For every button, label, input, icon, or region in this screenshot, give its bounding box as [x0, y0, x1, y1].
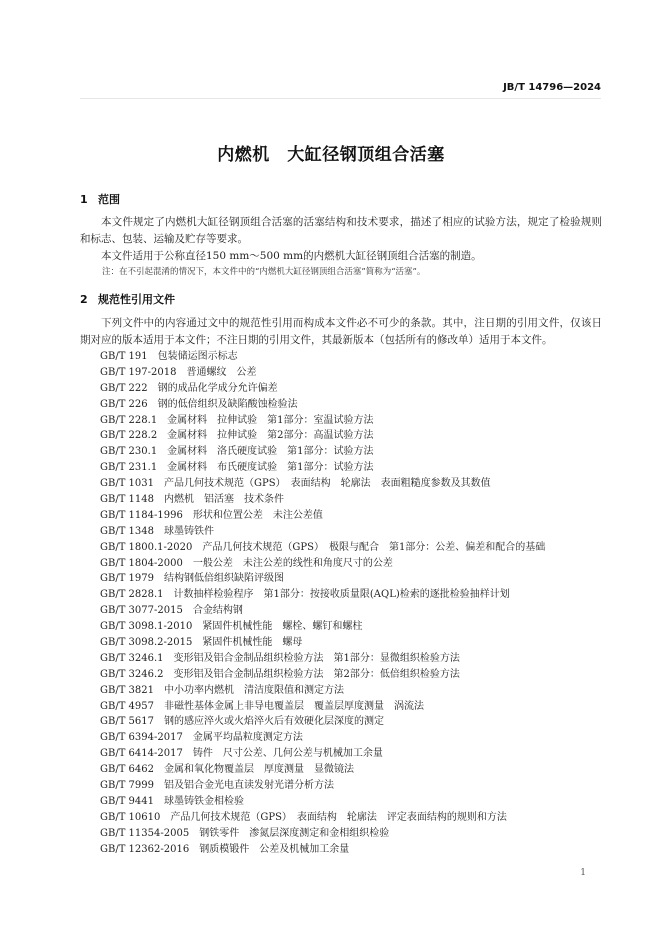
reference-item: GB/T 3246.1 变形铝及铝合金制品组织检验方法 第1部分：显微组织检验方法 [100, 652, 460, 664]
references-intro: 下列文件中的内容通过文中的规范性引用而构成本文件必不可少的条款。其中，注日期的引用文件，仅该日期对应的版本适用于本文件；不注日期的引用文件，其最新版本（包括所有的修改单）适用于本文件。 [80, 317, 602, 346]
section-1-heading [80, 191, 120, 207]
reference-item: GB/T 1184-1996 形状和位置公差 未注公差值 [100, 509, 323, 521]
section-1-number: 1 [80, 193, 88, 206]
reference-item: GB/T 3821 中小功率内燃机 清洁度限值和测定方法 [100, 684, 345, 696]
standard-code: JB/T 14796—2024 [503, 82, 601, 93]
reference-item: GB/T 1979 结构钢低倍组织缺陷评级图 [100, 573, 285, 585]
reference-item: GB/T 3077-2015 合金结构钢 [100, 605, 243, 617]
reference-item: GB/T 3098.1-2010 紧固件机械性能 螺栓、螺钉和螺柱 [100, 621, 363, 633]
reference-item: GB/T 1031 产品几何技术规范（GPS） 表面结构 轮廓法 表面粗糙度参数及其数值 [100, 478, 491, 490]
section-2-title: 规范性引用文件 [98, 293, 175, 306]
reference-item: GB/T 222 钢的成品化学成分允许偏差 [100, 382, 278, 394]
header-divider [80, 98, 601, 99]
reference-item: GB/T 228.1 金属材料 拉伸试验 第1部分：室温试验方法 [100, 414, 374, 426]
section-1-title: 范围 [98, 193, 120, 206]
scope-note: 注：在不引起混淆的情况下，本文件中的“内燃机大缸径钢顶组合活塞”简称为“活塞”。 [102, 267, 426, 277]
scope-paragraph-2: 本文件适用于公称直径150 mm～500 mm的内燃机大缸径钢顶组合活塞的制造。 [101, 250, 482, 262]
reference-item: GB/T 1804-2000 一般公差 未注公差的线性和角度尺寸的公差 [100, 557, 393, 569]
reference-item: GB/T 197-2018 普通螺纹 公差 [100, 366, 257, 378]
reference-item: GB/T 10610 产品几何技术规范（GPS） 表面结构 轮廓法 评定表面结构的规则和方法 [100, 811, 507, 823]
reference-item: GB/T 12362-2016 钢质模锻件 公差及机械加工余量 [100, 843, 350, 855]
reference-item: GB/T 3246.2 变形铝及铝合金制品组织检验方法 第2部分：低倍组织检验方法 [100, 668, 460, 680]
document-title: 内燃机 大缸径钢顶组合活塞 [217, 145, 445, 165]
reference-item: GB/T 6394-2017 金属平均晶粒度测定方法 [100, 732, 303, 744]
reference-item: GB/T 1800.1-2020 产品几何技术规范（GPS） 极限与配合 第1部分：公差、偏差和配合的基础 [100, 541, 546, 553]
reference-item: GB/T 230.1 金属材料 洛氏硬度试验 第1部分：试验方法 [100, 446, 374, 458]
reference-item: GB/T 6462 金属和氧化物覆盖层 厚度测量 显微镜法 [100, 764, 355, 776]
reference-item: GB/T 231.1 金属材料 布氏硬度试验 第1部分：试验方法 [100, 462, 374, 474]
reference-item: GB/T 226 钢的低倍组织及缺陷酸蚀检验法 [100, 398, 298, 410]
reference-item: GB/T 2828.1 计数抽样检验程序 第1部分：按接收质量限(AQL)检索的逐批检验抽样计划 [100, 589, 510, 601]
reference-item: GB/T 9441 球墨铸铁金相检验 [100, 795, 245, 807]
scope-paragraph-1: 本文件规定了内燃机大缸径钢顶组合活塞的活塞结构和技术要求，描述了相应的试验方法，规定了检验规则和标志、包装、运输及贮存等要求。 [80, 216, 602, 245]
reference-item: GB/T 5617 钢的感应淬火或火焰淬火后有效硬化层深度的测定 [100, 716, 385, 728]
reference-item: GB/T 11354-2005 钢铁零件 渗氮层深度测定和金相组织检验 [100, 827, 390, 839]
section-2-heading [80, 291, 175, 307]
section-2-number: 2 [80, 293, 88, 306]
reference-item: GB/T 1348 球墨铸铁件 [100, 525, 215, 537]
normative-references-list [100, 349, 545, 858]
reference-item: GB/T 3098.2-2015 紧固件机械性能 螺母 [100, 637, 303, 649]
reference-item: GB/T 191 包装储运图示标志 [100, 351, 238, 362]
page-number: 1 [580, 868, 586, 878]
reference-item: GB/T 6414-2017 铸件 尺寸公差、几何公差与机械加工余量 [100, 748, 383, 760]
reference-item: GB/T 228.2 金属材料 拉伸试验 第2部分：高温试验方法 [100, 430, 374, 442]
reference-item: GB/T 7999 铝及铝合金光电直读发射光谱分析方法 [100, 780, 335, 792]
reference-item: GB/T 1148 内燃机 铝活塞 技术条件 [100, 494, 285, 506]
reference-item: GB/T 4957 非磁性基体金属上非导电覆盖层 覆盖层厚度测量 涡流法 [100, 700, 425, 712]
